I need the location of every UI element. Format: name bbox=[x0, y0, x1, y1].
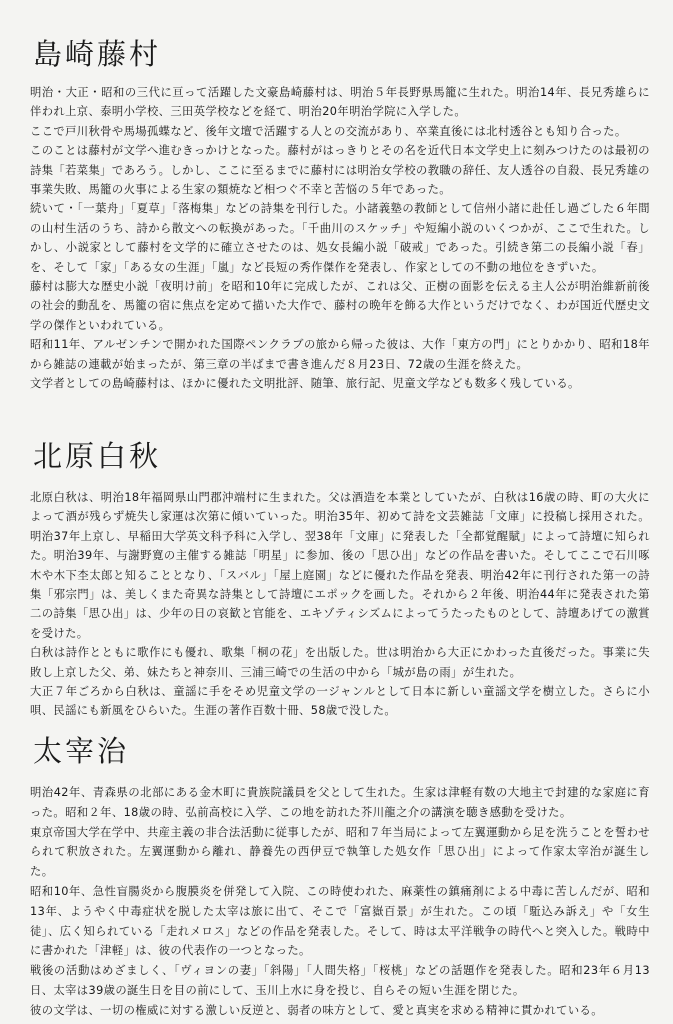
paragraph: 明治42年、青森県の北部にある金木町に貴族院議員を父として生れた。生家は津軽有数の大地主で封建的な家庭に育った。昭和２年、18歳の時、弘前高校に入学、この地を訪れた芥川龍之介の講演を聴き感動を受けた。 bbox=[30, 786, 650, 819]
paragraph: 藤村は膨大な歴史小説「夜明け前」を昭和10年に完成したが、これは父、正樹の面影を伝える主人公が明治維新前後の社会的動乱を、馬籠の宿に焦点を定めて描いた大作で、藤村の晩年を飾る大作というだけでなく、わが国近代歴史文学の傑作といわれている。 bbox=[30, 280, 650, 332]
paragraph: 戦後の活動はめざましく、「ヴィヨンの妻」「斜陽」「人間失格」「桜桃」などの話題作を発表した。昭和23年６月13日、太宰は39歳の誕生日を目の前にして、玉川上水に身を投じ、自らその短い生涯を閉じた。 bbox=[30, 964, 650, 997]
paragraph: ここで戸川秋骨や馬場孤蝶など、後年文壇で活躍する人との交流があり、卒業直後には北村透谷とも知り合った。 bbox=[30, 124, 627, 138]
paragraph: 昭和10年、急性盲腸炎から腹膜炎を併発して入院、この時使われた、麻薬性の鎮痛剤による中毒に苦しんだが、昭和13年、ようやく中毒症状を脱した太宰は旅に出て、そこで「富嶽百景」が生れた。この頃「駈込み訴え」や「女生徒」、広く知られている「走れメロス」などの作品を発表した。そして、時は太平洋戦争の時代へと突入した。戦時中に書かれた「津軽」は、彼の代表作の一つとなった。 bbox=[30, 884, 650, 958]
section-title: 北原白秋 bbox=[33, 439, 162, 473]
section-kitahara-hakushu bbox=[30, 438, 650, 721]
paragraph: 東京帝国大学在学中、共産主義の非合法活動に従事したが、昭和７年当局によって左翼運動から足を洗うことを誓わせられて釈放された。左翼運動から離れ、静養先の西伊豆で執筆した処女作「思ひ出」によって作家太宰治が誕生した。 bbox=[30, 825, 650, 879]
paragraph: 北原白秋は、明治18年福岡県山門郡沖端村に生まれた。父は酒造を本業としていたが、白秋は16歳の時、町の大火によって酒が残らず焼失し家運は次第に傾いていった。明治35年、初めて詩を文芸雑誌「文庫」に投稿し採用された。明治37年上京し、早稲田大学英文科予科に入学し、翌38年「文庫」に発表した「全都覚醒賦」によって詩壇に知られた。明治39年、与謝野寛の主催する雑誌「明星」に参加、後の「思ひ出」などの作品を書いた。そしてここで石川啄木や木下杢太郎と知ることとなり、「スバル」「屋上庭園」などに優れた作品を発表、明治42年に刊行された第一の詩集「邪宗門」は、美しくまた奇異な詩集として詩壇にエポックを画した。それから２年後、明治44年に発表された第二の詩集「思ひ出」は、少年の日の哀歓と官能を、エキゾティシズムによってうたったものとして、詩壇あげての激賞を受けた。 bbox=[30, 491, 650, 640]
paragraph: 続いて・「一葉舟」「夏草」「落梅集」などの詩集を刊行した。小諸義塾の教師として信州小諸に赴任し過ごした６年間の山村生活のうち、詩から散文への転換があった。「千曲川のスケッチ」や短編小説のいくつかが、ここで生れた。しかし、小説家として藤村を文学的に確立させたのは、処女長編小説「破戒」であった。引続き第二の長編小説「春」を、そして「家」「ある女の生涯」「嵐」など長短の秀作傑作を発表し、作家としての不動の地位をきずいた。 bbox=[30, 202, 650, 274]
paragraph: 文学者としての島崎藤村は、ほかに優れた文明批評、随筆、旅行記、児童文学なども数多く残している。 bbox=[30, 377, 580, 391]
paragraph: 昭和11年、アルゼンチンで開かれた国際ペンクラブの旅から帰った彼は、大作「東方の門」にとりかかり、昭和18年から雑誌の連載が始まったが、第三章の半ばまで書き進んだ８月23日、72歳の生涯を終えた。 bbox=[30, 338, 650, 371]
section-title: 島崎藤村 bbox=[33, 37, 162, 71]
paragraph: 大正７年ごろから白秋は、童謡に手をそめ児童文学の一ジャンルとして日本に新しい童謡文学を樹立した。さらに小唄、民謡にも新風をひらいた。生涯の著作百数十冊、58歳で没した。 bbox=[30, 685, 650, 718]
paragraph: 明治・大正・昭和の三代に亘って活躍した文豪島崎藤村は、明治５年長野県馬籠に生れた。明治14年、長兄秀雄らに伴われ上京、泰明小学校、三田英学校などを経て、明治20年明治学院に入学した。 bbox=[30, 86, 650, 119]
section-dazai-osamu bbox=[30, 733, 650, 1021]
paragraph: 白秋は詩作とともに歌作にも優れ、歌集「桐の花」を出版した。世は明治から大正にかわった直後だった。事業に失敗し上京した父、弟、妹たちと神奈川、三浦三崎での生活の中から「城が島の雨」が生れた。 bbox=[30, 646, 650, 679]
paragraph: 彼の文学は、一切の権威に対する激しい反逆と、弱者の味方として、愛と真実を求める精神に貫かれている。 bbox=[30, 1003, 603, 1017]
section-shimazaki-toson bbox=[30, 36, 650, 394]
paragraph: このことは藤村が文学へ進むきっかけとなった。藤村がはっきりとその名を近代日本文学史上に刻みつけたのは最初の詩集「若菜集」であろう。しかし、ここに至るまでに藤村には明治女学校の教職の辞任、友人透谷の自殺、長兄秀雄の事業失敗、馬籠の火事による生家の類焼など相つぐ不幸と苦悩の５年であった。 bbox=[30, 144, 650, 197]
section-title: 太宰治 bbox=[33, 734, 130, 768]
